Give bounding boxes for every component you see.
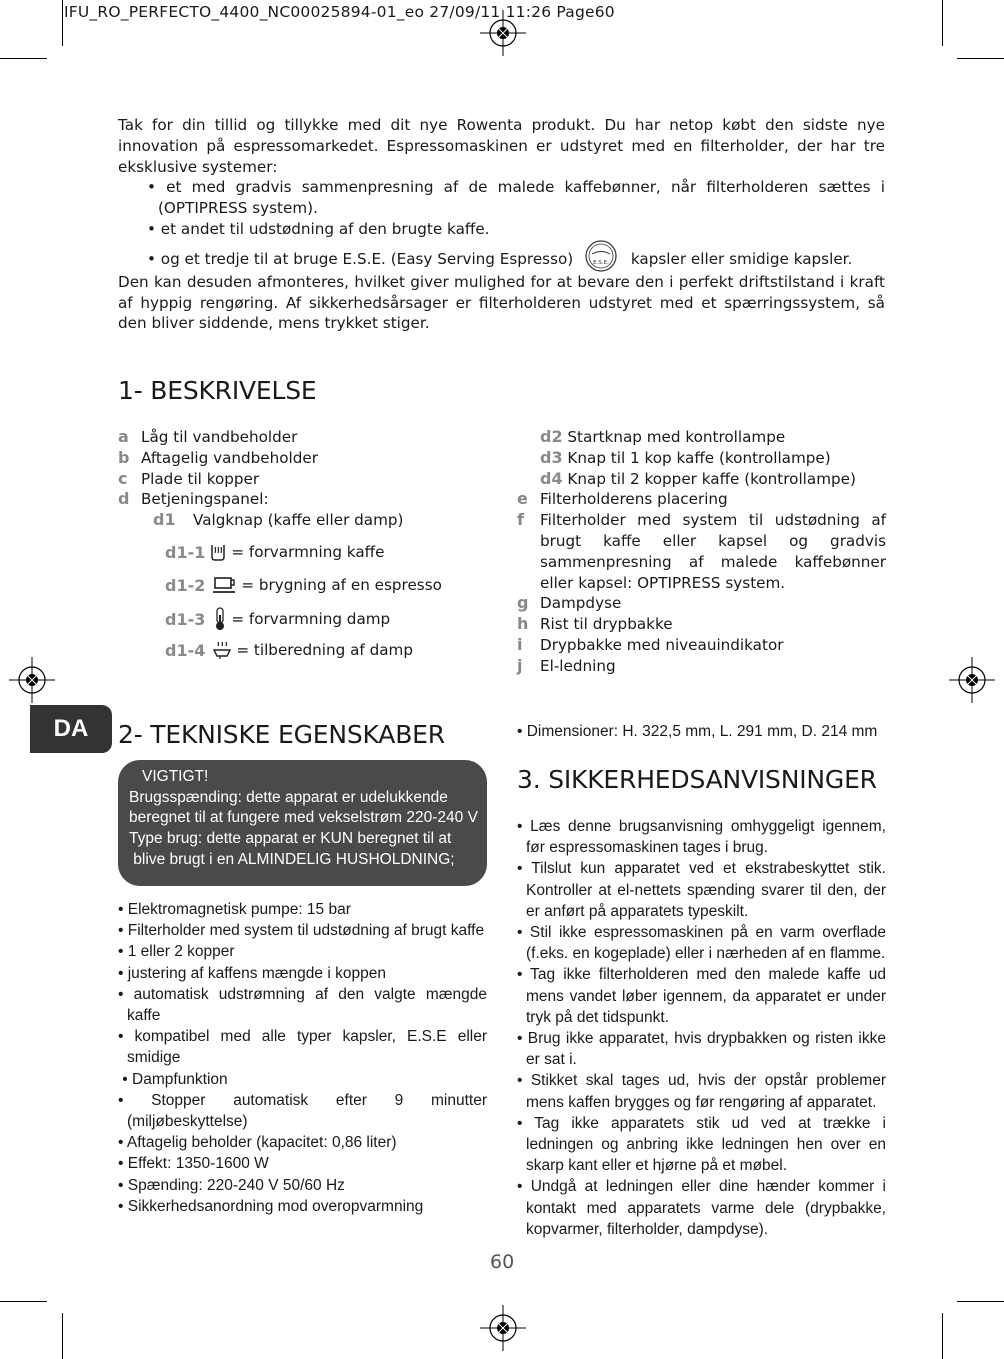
steam-icon (212, 640, 232, 660)
list-item: • Sikkerhedsanordning mod overopvarmning (118, 1197, 424, 1215)
section-title-sikkerhedsanvisninger: 3. SIKKERHEDSANVISNINGER (517, 765, 877, 794)
d1-1-row: d1-1 = forvarmning kaffe (165, 542, 385, 562)
list-item: • Tilslut kun apparatet ved et ekstrabeskyttet stik. Kontroller at el-nettets spænding svarer til den, der er anført på apparatets typeskilt. (517, 860, 886, 920)
important-line: Type brug: dette apparat er KUN beregnet til at (129, 830, 452, 848)
list-item: b Aftagelig vandbeholder (118, 447, 318, 467)
list-item: • Stopper automatisk efter 9 minutter (miljøbeskyttelse) (118, 1091, 487, 1131)
language-tab: DA (30, 705, 112, 753)
intro-bullet: • et andet til udstødning af den brugte kaffe. (147, 219, 490, 238)
ese-logo-icon (582, 240, 620, 272)
description-list-left (118, 427, 498, 531)
important-line: blive brugt i en ALMINDELIG HUSHOLDNING; (129, 850, 455, 868)
list-item: d3 Knap til 1 kop kaffe (kontrollampe) (540, 447, 831, 467)
list-item: • kompatibel med alle typer kapsler, E.S.E eller smidige (118, 1028, 487, 1067)
description-list-right (517, 427, 886, 677)
espresso-cup-icon (213, 575, 237, 595)
registration-mark-top-icon (480, 10, 526, 56)
list-item: j El-ledning (517, 655, 616, 675)
list-item: a Låg til vandbeholder (118, 427, 298, 446)
safety-list (517, 816, 886, 1240)
list-item: • Tag ikke apparatets stik ud ved at trække i ledningen og anbring ikke ledningen hen over en skarp kant eller et hjørne på et møbel. (517, 1114, 886, 1175)
intro-bullet-ese-text-end: kapsler eller smidige kapsler. (630, 249, 853, 268)
important-line: Brugsspænding: dette apparat er udelukkende (129, 788, 448, 806)
list-item: • automatisk udstrømning af den valgte mængde kaffe (118, 985, 487, 1025)
list-item: e Filterholderens placering (517, 489, 728, 509)
important-notice-box (118, 760, 487, 886)
d1-3-row: d1-3 = forvarmning damp (165, 607, 390, 631)
list-item: • Dampfunktion (118, 1070, 228, 1088)
intro-bullet-ese (118, 240, 885, 272)
section-title-tekniske-egenskaber: 2- TEKNISKE EGENSKABER (118, 720, 445, 749)
d1-2-row: d1-2 = brygning af en espresso (165, 575, 442, 595)
list-item: • Spænding: 220-240 V 50/60 Hz (118, 1176, 345, 1194)
list-item: c Plade til kopper (118, 468, 260, 488)
intro-bullet-ese-text: • og et tredje til at bruge E.S.E. (Easy Serving Espresso) (147, 249, 574, 268)
list-item: d2 Startknap med kontrollampe (540, 427, 786, 446)
list-item: g Dampdyse (517, 593, 622, 613)
list-item: • Brug ikke apparatet, hvis drypbakken og risten ikke er sat i. (517, 1030, 886, 1069)
list-item: h Rist til drypbakke (517, 614, 673, 634)
registration-mark-left-icon (9, 657, 55, 703)
intro (118, 115, 885, 334)
list-item: • Stil ikke espressomaskinen på en varm overflade (f.eks. en kogeplade) eller i nærheden af en flamme. (517, 924, 886, 963)
ese-logo-text: E.S.E. (593, 259, 609, 266)
list-item: d Betjeningspanel: (118, 489, 269, 509)
list-item: • Aftagelig beholder (kapacitet: 0,86 liter) (118, 1134, 397, 1152)
list-item-d1: d1 Valgknap (kaffe eller damp) (153, 510, 404, 530)
thermometer-icon (213, 607, 227, 631)
dimensions: • Dimensioner: H. 322,5 mm, L. 291 mm, D. 214 mm (517, 723, 878, 740)
important-heading: VIGTIGT! (142, 768, 209, 785)
list-item: i Drypbakke med niveauindikator (517, 634, 784, 654)
list-item: f Filterholder med system til udstødning af brugt kaffe eller kapsel og gradvis sammenpresning af malede kaffebønner eller kapsel: OPTIPRESS system. (517, 510, 886, 592)
intro-paragraph: Tak for din tillid og tillykke med dit nye Rowenta produkt. Du har netop købt den sidste nye innovation på espressomarkedet. Espressomaskinen er udstyret med en filterholder, der har tre eksklusive systemer: (118, 116, 885, 176)
list-item: • Læs denne brugsanvisning omhyggeligt igennem, før espressomaskinen tages i brug. (517, 818, 886, 857)
list-item: • justering af kaffens mængde i koppen (118, 964, 386, 982)
registration-mark-right-icon (949, 657, 995, 703)
section-title-beskrivelse: 1- BESKRIVELSE (118, 376, 317, 405)
coffee-preheat-icon (209, 542, 227, 562)
list-item: • Stikket skal tages ud, hvis der opstår problemer mens kaffen brygges og før rengøring af apparatet. (517, 1072, 886, 1111)
intro-bullet: • et med gradvis sammenpresning af de malede kaffebønner, når filterholderen sættes i (OPTIPRESS system). (147, 178, 885, 218)
list-item: d4 Knap til 2 kopper kaffe (kontrollampe) (540, 468, 856, 488)
registration-mark-bottom-icon (480, 1305, 526, 1351)
intro-paragraph: Den kan desuden afmonteres, hvilket giver mulighed for at bevare den i perfekt driftstilstand i kraft af hyppig rengøring. Af sikkerhedsårsager er filterholderen udstyret med et spærringssystem, så den bliver siddende, mens trykket stiger. (118, 272, 885, 333)
list-item: • Filterholder med system til udstødning af brugt kaffe (118, 922, 485, 940)
page-number: 60 (490, 1251, 515, 1273)
list-item: • Elektromagnetisk pumpe: 15 bar (118, 901, 351, 918)
list-item: • Effekt: 1350-1600 W (118, 1155, 269, 1173)
tech-specs-list (118, 899, 487, 1217)
list-item: • Undgå at ledningen eller dine hænder kommer i kontakt med apparatets varme dele (drypbakke, kopvarmer, filterholder, dampdyse). (517, 1178, 886, 1238)
list-item: • 1 eller 2 kopper (118, 943, 235, 961)
d1-4-row: d1-4 = tilberedning af damp (165, 640, 413, 660)
important-line: beregnet til at fungere med vekselstrøm 220-240 V (129, 809, 478, 827)
list-item: • Tag ikke filterholderen med den malede kaffe ud mens vandet løber igennem, da apparatet er under tryk på det tidspunkt. (517, 966, 886, 1026)
print-header: IFU_RO_PERFECTO_4400_NC00025894-01_eo 27/09/11 11:26 Page60 (64, 3, 615, 21)
